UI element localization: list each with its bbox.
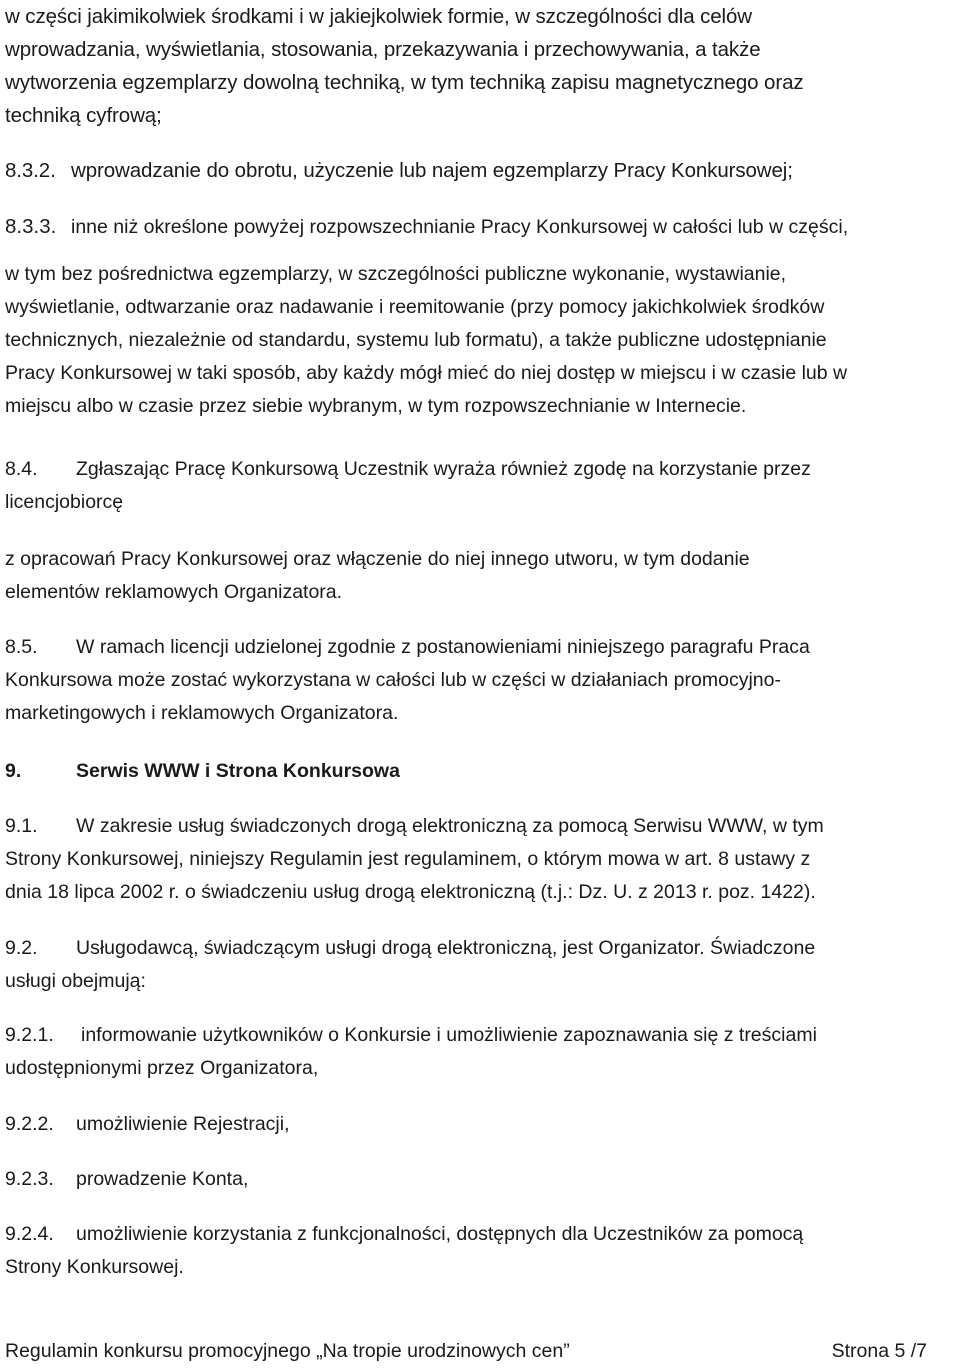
section-9-1 [5, 810, 955, 909]
section-text: inne niż określone powyżej rozpowszechnianie Pracy Konkursowej w całości lub w części, [71, 216, 849, 238]
section-9-2-3 [5, 1163, 955, 1196]
section-text: informowanie użytkowników o Konkursie i umożliwienie zapoznawania się z treściami [81, 1024, 817, 1046]
section-number: 9. [5, 760, 22, 782]
section-text: W ramach licencji udzielonej zgodnie z postanowieniami niniejszego paragrafu Praca [76, 636, 810, 658]
section-9-2-4 [5, 1218, 955, 1284]
section-9-heading [5, 755, 955, 788]
section-8-3-3 [5, 210, 955, 243]
section-text: prowadzenie Konta, [76, 1168, 249, 1190]
section-number: 8.5. [5, 636, 38, 658]
paragraph-line: z opracowań Pracy Konkursowej oraz włączenie do niej innego utworu, w tym dodanie [5, 548, 750, 570]
section-text: W zakresie usług świadczonych drogą elektroniczną za pomocą Serwisu WWW, w tym [76, 815, 824, 837]
section-8-3-3-body [5, 258, 955, 423]
intro-paragraph [5, 0, 955, 132]
paragraph-line: w części jakimikolwiek środkami i w jakiejkolwiek formie, w szczególności dla celów [5, 5, 753, 28]
section-text: umożliwienie korzystania z funkcjonalności, dostępnych dla Uczestników za pomocą [76, 1223, 804, 1245]
paragraph-line: w tym bez pośrednictwa egzemplarzy, w szczególności publiczne wykonanie, wystawianie, [5, 263, 787, 285]
paragraph-line: dnia 18 lipca 2002 r. o świadczeniu usług drogą elektroniczną (t.j.: Dz. U. z 2013 r. poz. 1422). [5, 881, 816, 903]
section-number: 9.1. [5, 815, 38, 837]
paragraph-line: Strony Konkursowej. [5, 1256, 184, 1278]
section-title: Serwis WWW i Strona Konkursowa [76, 760, 400, 782]
paragraph-line: Strony Konkursowej, niniejszy Regulamin jest regulaminem, o którym mowa w art. 8 ustawy z [5, 848, 811, 870]
paragraph-line: usługi obejmują: [5, 970, 146, 992]
paragraph-line: udostępnionymi przez Organizatora, [5, 1057, 319, 1079]
paragraph-line: wyświetlanie, odtwarzanie oraz nadawanie i reemitowanie (przy pomocy jakichkolwiek środków [5, 296, 825, 318]
section-9-2-2 [5, 1108, 955, 1141]
section-number: 9.2. [5, 937, 38, 959]
paragraph-line: marketingowych i reklamowych Organizatora. [5, 702, 399, 724]
page-footer [5, 1340, 955, 1368]
paragraph-line: elementów reklamowych Organizatora. [5, 581, 343, 603]
paragraph-line: technicznych, niezależnie od standardu, systemu lub formatu), a także publiczne udostępnianie [5, 329, 827, 351]
paragraph-line: licencjobiorcę [5, 491, 124, 513]
section-number: 9.2.4. [5, 1223, 54, 1245]
section-8-4-body [5, 543, 955, 609]
paragraph-line: techniką cyfrową; [5, 104, 162, 127]
footer-page-number: Strona 5 /7 [831, 1340, 927, 1362]
section-number: 8.3.2. [5, 159, 56, 182]
section-9-2 [5, 932, 955, 998]
section-text: Zgłaszając Pracę Konkursową Uczestnik wyraża również zgodę na korzystanie przez [76, 458, 811, 480]
section-text: umożliwienie Rejestracji, [76, 1113, 290, 1135]
paragraph-line: wprowadzania, wyświetlania, stosowania, przekazywania i przechowywania, a także [5, 38, 761, 61]
section-8-4 [5, 453, 955, 519]
section-8-5 [5, 631, 955, 730]
section-9-2-1 [5, 1019, 955, 1085]
paragraph-line: wytworzenia egzemplarzy dowolną techniką, w tym techniką zapisu magnetycznego oraz [5, 71, 804, 94]
section-text: wprowadzanie do obrotu, użyczenie lub najem egzemplarzy Pracy Konkursowej; [71, 159, 793, 182]
paragraph-line: Pracy Konkursowej w taki sposób, aby każdy mógł mieć do niej dostęp w miejscu i w czasie lub w [5, 362, 848, 384]
paragraph-line: miejscu albo w czasie przez siebie wybranym, w tym rozpowszechnianie w Internecie. [5, 395, 747, 417]
section-number: 9.2.2. [5, 1113, 54, 1135]
section-number: 9.2.1. [5, 1024, 54, 1046]
section-number: 8.3.3. [5, 215, 57, 238]
section-number: 9.2.3. [5, 1168, 54, 1190]
section-8-3-2 [5, 154, 955, 187]
paragraph-line: Konkursowa może zostać wykorzystana w całości lub w części w działaniach promocyjno- [5, 669, 781, 691]
section-number: 8.4. [5, 458, 38, 480]
footer-document-title: Regulamin konkursu promocyjnego „Na tropie urodzinowych cen” [5, 1340, 570, 1362]
section-text: Usługodawcą, świadczącym usługi drogą elektroniczną, jest Organizator. Świadczone [76, 937, 816, 959]
